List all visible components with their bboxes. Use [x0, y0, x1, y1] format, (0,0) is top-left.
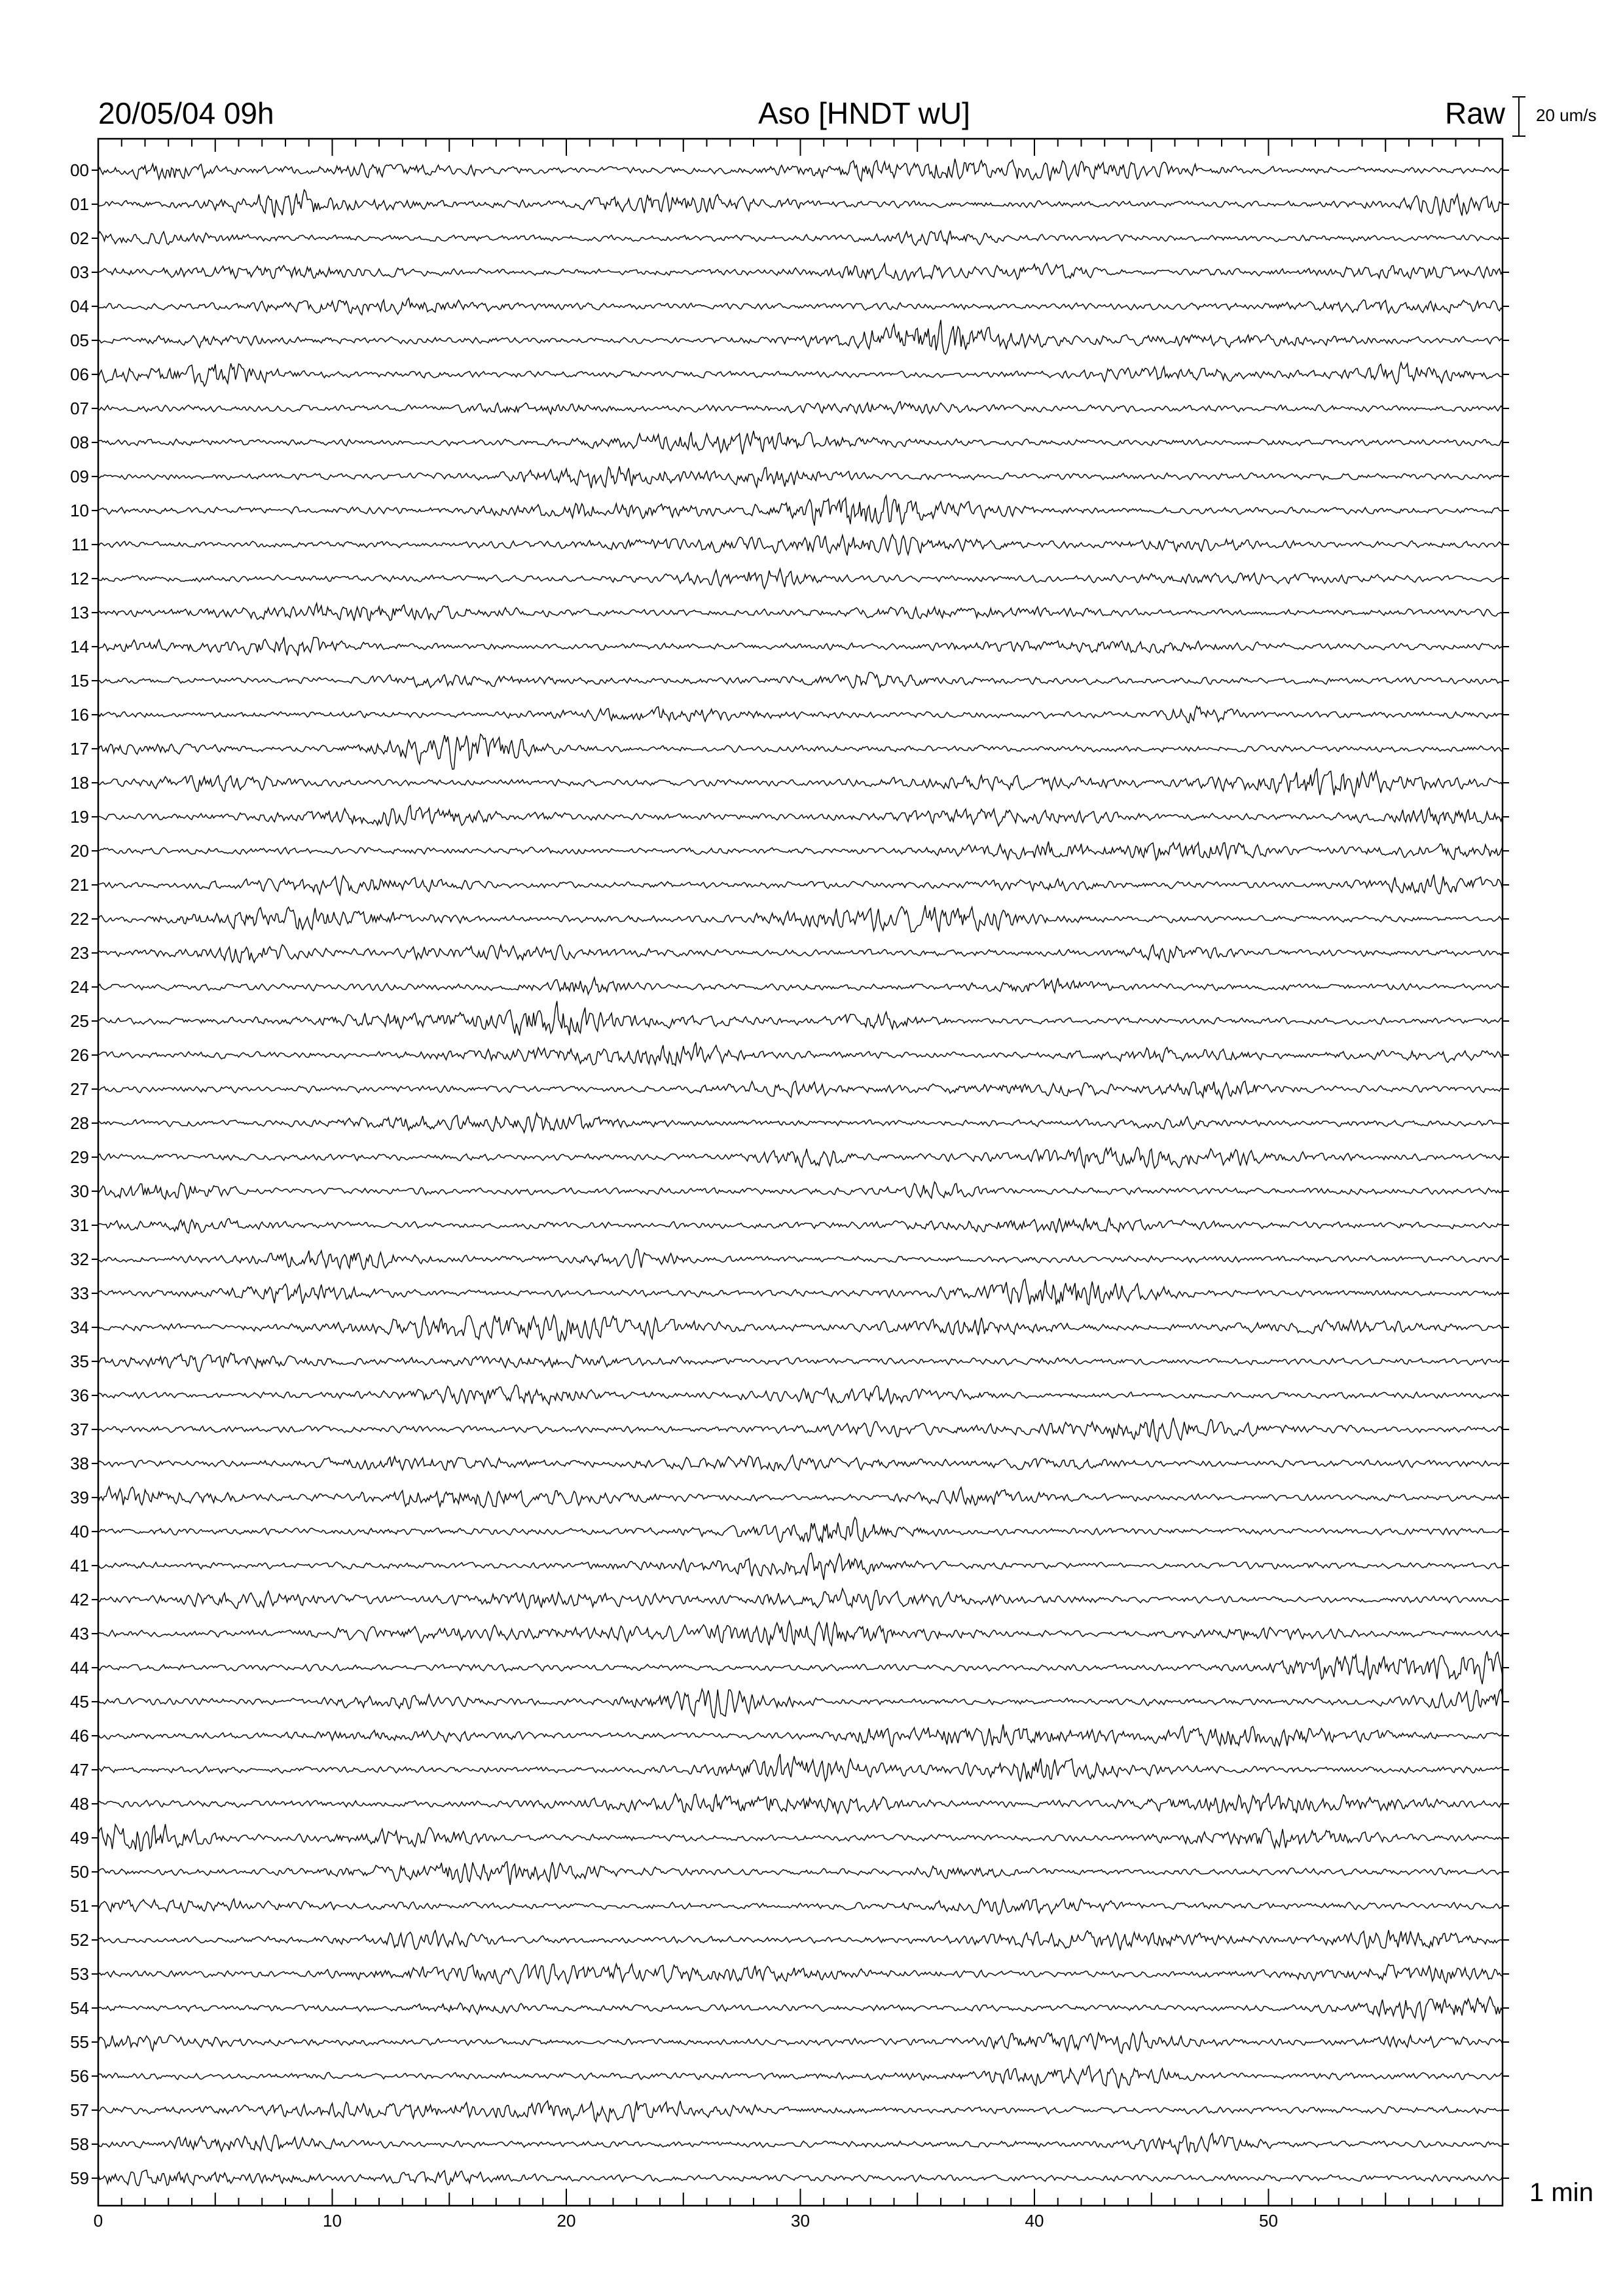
- row-label-02: 02: [70, 228, 89, 248]
- trace-line-50: [98, 1861, 1503, 1885]
- label-group: [70, 160, 1278, 2231]
- row-label-13: 13: [70, 603, 89, 622]
- trace-line-11: [98, 535, 1503, 556]
- row-label-27: 27: [70, 1079, 89, 1099]
- row-label-10: 10: [70, 501, 89, 520]
- row-label-56: 56: [70, 2066, 89, 2086]
- row-label-33: 33: [70, 1283, 89, 1303]
- row-label-01: 01: [70, 194, 89, 214]
- trace-line-59: [98, 2170, 1503, 2186]
- trace-line-58: [98, 2133, 1503, 2154]
- trace-line-53: [98, 1964, 1503, 1984]
- trace-line-08: [98, 431, 1503, 454]
- row-label-37: 37: [70, 1420, 89, 1439]
- row-label-03: 03: [70, 262, 89, 282]
- trace-line-49: [98, 1824, 1503, 1851]
- row-label-32: 32: [70, 1249, 89, 1269]
- row-label-18: 18: [70, 773, 89, 793]
- x-tick-label-20: 20: [556, 2211, 576, 2231]
- trace-line-21: [98, 874, 1503, 895]
- x-tick-label-50: 50: [1259, 2211, 1278, 2231]
- trace-line-32: [98, 1249, 1503, 1269]
- row-label-25: 25: [70, 1011, 89, 1031]
- row-label-35: 35: [70, 1352, 89, 1371]
- trace-line-07: [98, 402, 1503, 414]
- row-label-51: 51: [70, 1896, 89, 1916]
- row-label-29: 29: [70, 1147, 89, 1167]
- row-label-00: 00: [70, 160, 89, 180]
- row-label-15: 15: [70, 671, 89, 691]
- trace-line-30: [98, 1182, 1503, 1199]
- row-label-14: 14: [70, 637, 89, 656]
- trace-line-52: [98, 1930, 1503, 1950]
- row-label-22: 22: [70, 909, 89, 929]
- row-label-21: 21: [70, 875, 89, 895]
- row-label-23: 23: [70, 943, 89, 963]
- x-tick-label-30: 30: [791, 2211, 810, 2231]
- trace-line-25: [98, 1001, 1503, 1035]
- trace-line-19: [98, 806, 1503, 826]
- chart-title: Aso [HNDT wU]: [758, 96, 970, 130]
- row-label-16: 16: [70, 705, 89, 725]
- row-label-06: 06: [70, 365, 89, 384]
- x-tick-label-10: 10: [323, 2211, 342, 2231]
- x-axis-unit-label: 1 min: [1529, 2178, 1594, 2207]
- trace-line-35: [98, 1353, 1503, 1372]
- trace-line-10: [98, 495, 1503, 526]
- trace-line-41: [98, 1553, 1503, 1580]
- trace-line-20: [98, 842, 1503, 860]
- x-tick-label-40: 40: [1025, 2211, 1044, 2231]
- trace-line-14: [98, 637, 1503, 656]
- trace-line-37: [98, 1418, 1503, 1441]
- trace-line-29: [98, 1147, 1503, 1168]
- trace-line-48: [98, 1793, 1503, 1813]
- trace-line-16: [98, 706, 1503, 723]
- row-label-50: 50: [70, 1862, 89, 1882]
- trace-line-01: [98, 190, 1503, 217]
- row-label-34: 34: [70, 1318, 89, 1337]
- row-label-39: 39: [70, 1488, 89, 1507]
- row-label-41: 41: [70, 1556, 89, 1575]
- row-label-43: 43: [70, 1624, 89, 1643]
- row-label-57: 57: [70, 2100, 89, 2120]
- date-hour-label: 20/05/04 09h: [98, 96, 274, 130]
- trace-line-57: [98, 2101, 1503, 2123]
- trace-line-00: [98, 159, 1503, 181]
- trace-line-18: [98, 768, 1503, 797]
- trace-line-22: [98, 905, 1503, 932]
- trace-line-15: [98, 672, 1503, 688]
- trace-group: [98, 159, 1503, 2186]
- row-label-44: 44: [70, 1658, 89, 1677]
- amplitude-scale-label: 20 um/s: [1536, 105, 1597, 125]
- row-label-40: 40: [70, 1522, 89, 1541]
- row-label-09: 09: [70, 467, 89, 486]
- trace-line-09: [98, 466, 1503, 488]
- trace-line-54: [98, 1997, 1503, 2020]
- trace-line-12: [98, 569, 1503, 588]
- row-label-53: 53: [70, 1964, 89, 1984]
- trace-line-23: [98, 944, 1503, 963]
- trace-line-31: [98, 1217, 1503, 1233]
- tick-group: [92, 139, 1509, 2206]
- row-label-30: 30: [70, 1181, 89, 1201]
- trace-line-36: [98, 1385, 1503, 1405]
- trace-line-39: [98, 1486, 1503, 1507]
- row-label-04: 04: [70, 296, 89, 316]
- row-label-36: 36: [70, 1386, 89, 1405]
- trace-line-24: [98, 978, 1503, 995]
- trace-line-27: [98, 1081, 1503, 1099]
- row-label-46: 46: [70, 1726, 89, 1746]
- scale-bar-group: [1512, 97, 1525, 136]
- trace-line-43: [98, 1621, 1503, 1645]
- trace-line-42: [98, 1588, 1503, 1610]
- row-label-59: 59: [70, 2168, 89, 2188]
- x-tick-label-0: 0: [93, 2211, 103, 2231]
- row-label-31: 31: [70, 1215, 89, 1235]
- plot-frame: [98, 139, 1503, 2206]
- row-label-12: 12: [70, 569, 89, 588]
- trace-line-55: [98, 2032, 1503, 2054]
- trace-line-26: [98, 1043, 1503, 1066]
- trace-line-02: [98, 230, 1503, 245]
- row-label-19: 19: [70, 807, 89, 827]
- row-label-17: 17: [70, 739, 89, 759]
- row-label-52: 52: [70, 1930, 89, 1950]
- row-label-48: 48: [70, 1794, 89, 1814]
- row-label-05: 05: [70, 331, 89, 350]
- row-label-28: 28: [70, 1113, 89, 1133]
- row-label-20: 20: [70, 841, 89, 861]
- row-label-47: 47: [70, 1760, 89, 1780]
- row-label-26: 26: [70, 1045, 89, 1065]
- row-label-54: 54: [70, 1998, 89, 2018]
- trace-line-33: [98, 1279, 1503, 1304]
- trace-line-05: [98, 320, 1503, 355]
- trace-line-38: [98, 1455, 1503, 1471]
- row-label-11: 11: [71, 535, 89, 554]
- trace-line-47: [98, 1754, 1503, 1782]
- trace-line-03: [98, 263, 1503, 280]
- row-label-24: 24: [70, 977, 89, 997]
- trace-line-13: [98, 603, 1503, 621]
- trace-line-06: [98, 363, 1503, 386]
- row-label-38: 38: [70, 1454, 89, 1473]
- row-label-58: 58: [70, 2134, 89, 2154]
- row-label-45: 45: [70, 1692, 89, 1712]
- trace-line-04: [98, 298, 1503, 315]
- row-label-42: 42: [70, 1590, 89, 1609]
- row-label-49: 49: [70, 1828, 89, 1848]
- row-label-55: 55: [70, 2032, 89, 2052]
- row-label-08: 08: [70, 433, 89, 452]
- trace-line-51: [98, 1899, 1503, 1914]
- trace-line-45: [98, 1689, 1503, 1718]
- plot-frame-group: [98, 139, 1503, 2206]
- trace-line-44: [98, 1651, 1503, 1684]
- trace-line-28: [98, 1113, 1503, 1133]
- trace-line-17: [98, 734, 1503, 770]
- trace-line-56: [98, 2066, 1503, 2089]
- trace-line-46: [98, 1725, 1503, 1747]
- trace-line-34: [98, 1315, 1503, 1341]
- mode-label: Raw: [1444, 96, 1505, 130]
- trace-line-40: [98, 1517, 1503, 1543]
- row-label-07: 07: [70, 399, 89, 418]
